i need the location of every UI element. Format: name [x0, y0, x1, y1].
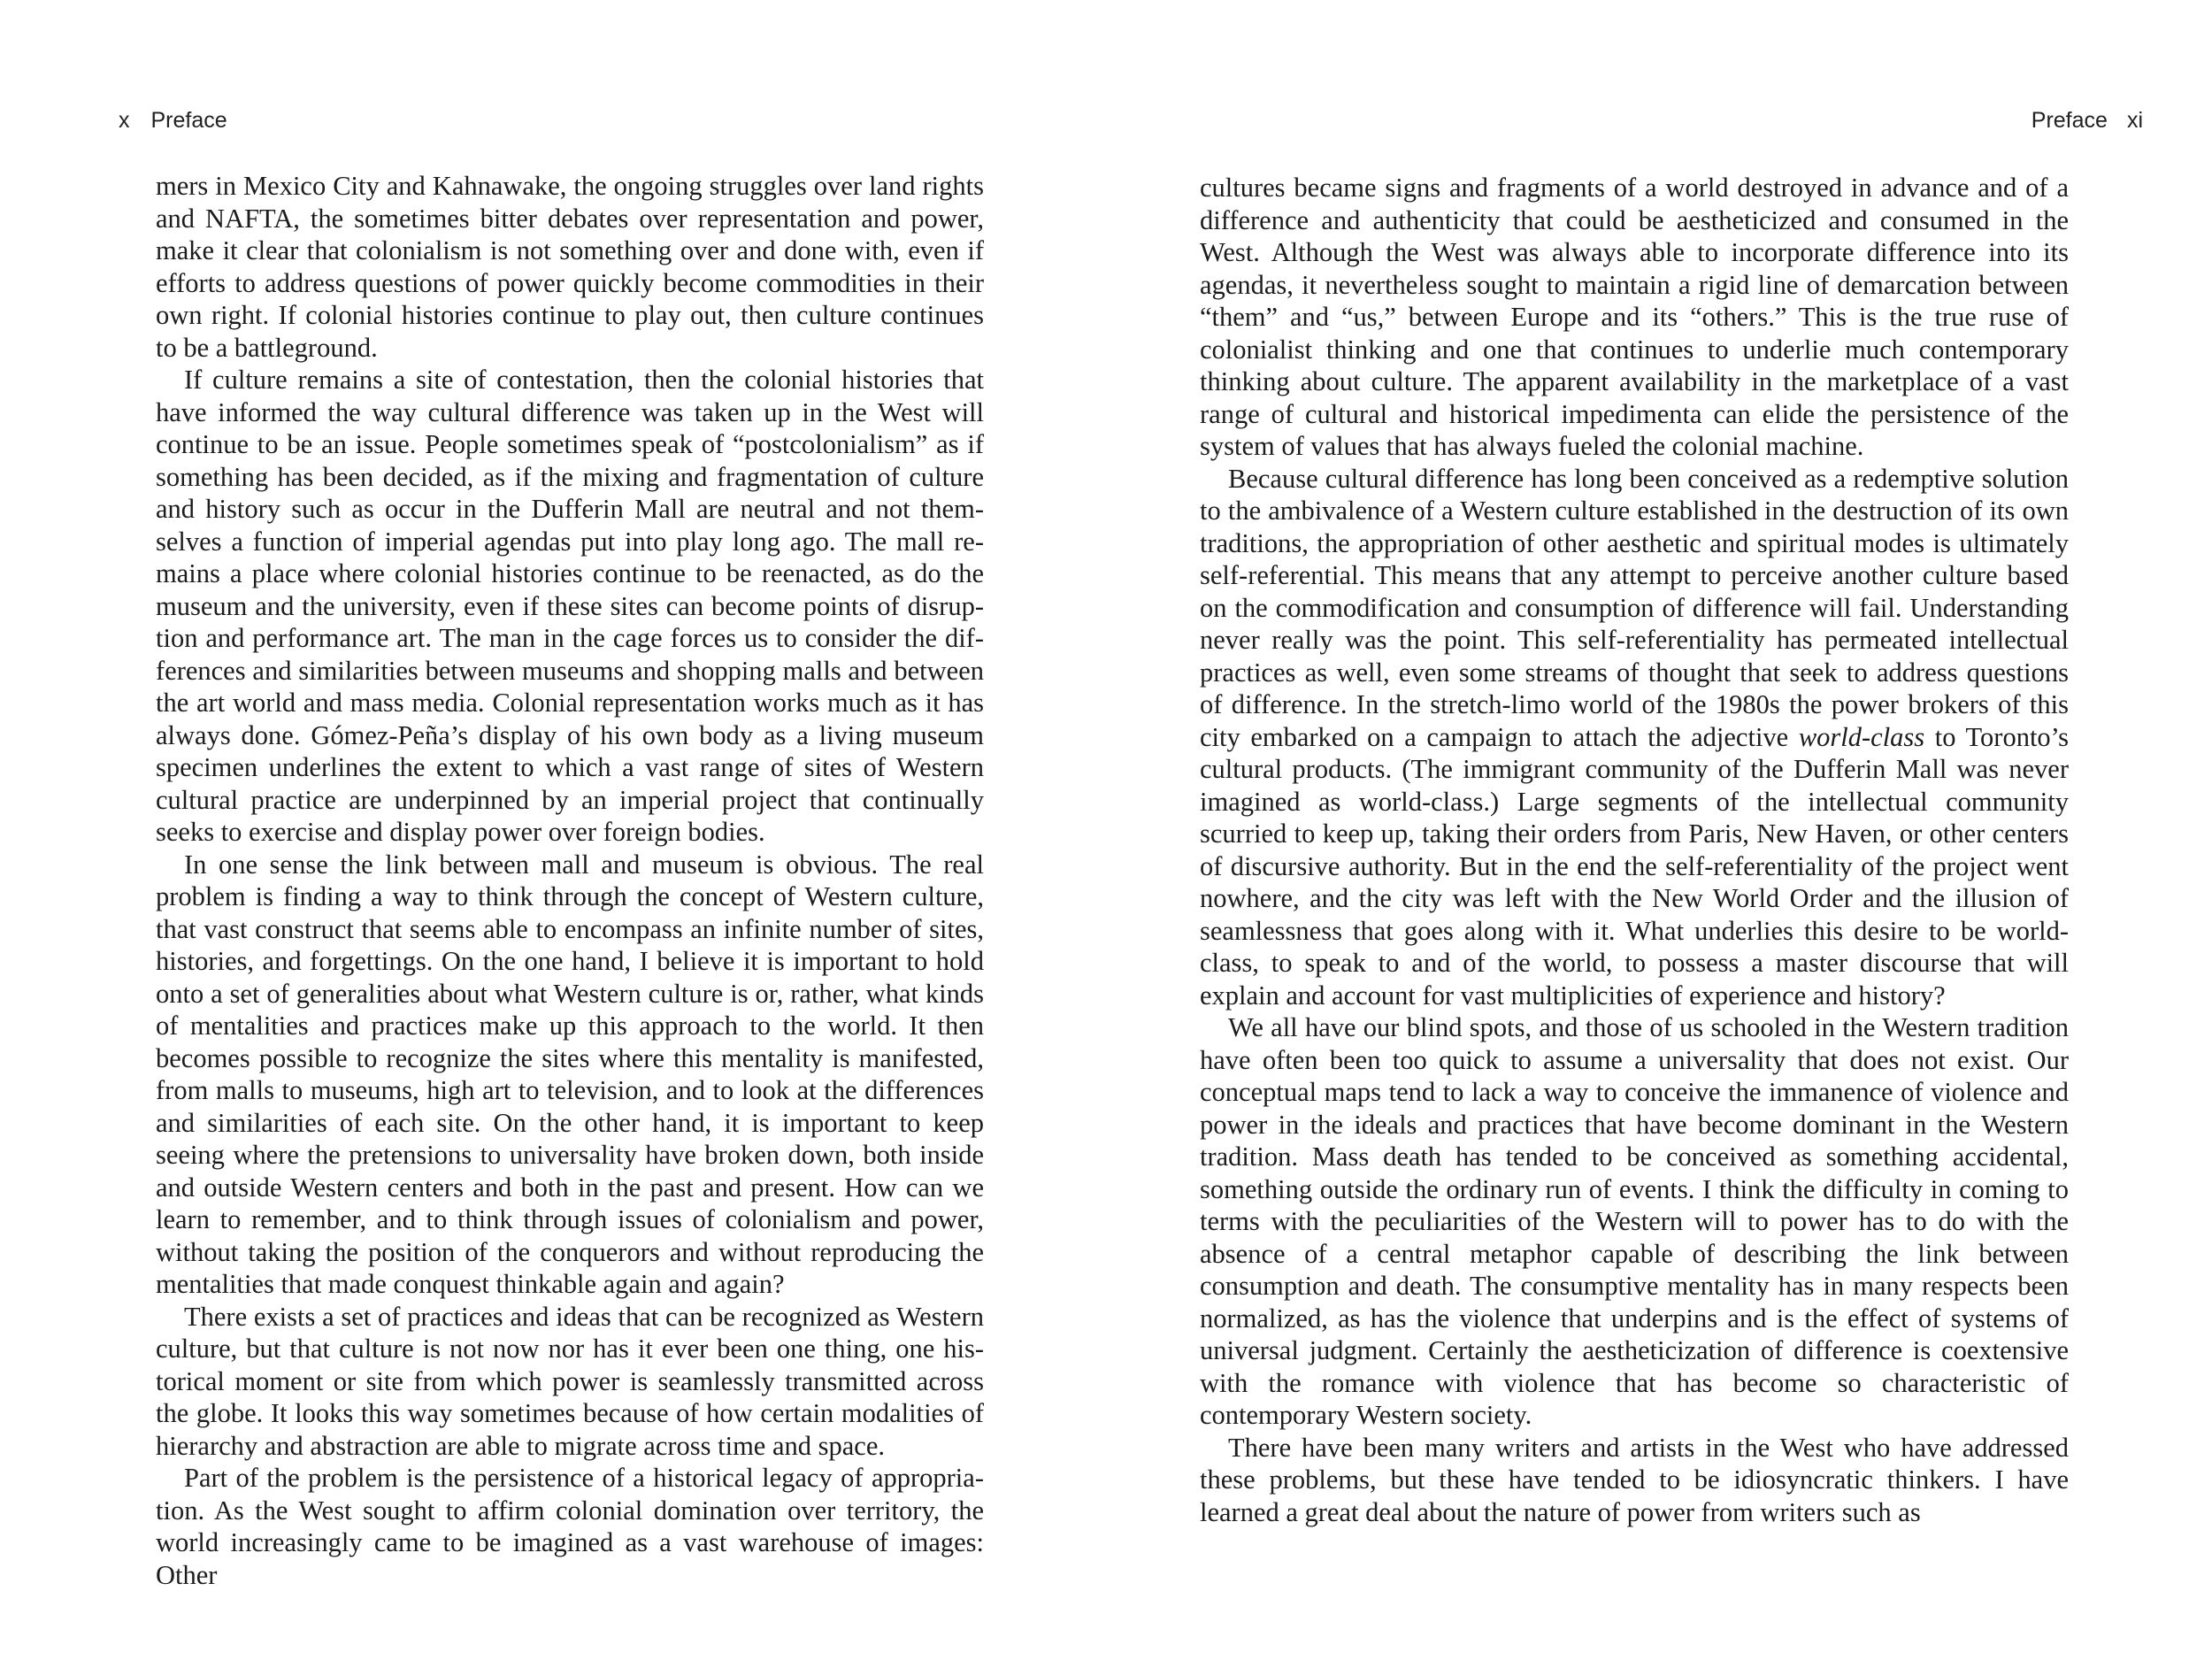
right-running-head — [2032, 108, 2143, 134]
right-body-text — [1200, 172, 2069, 1528]
paragraph: There have been many writers and artists in the West who have addressed these problems, but these have tended to be idiosyncratic thinkers. I have learned a great deal about the nature of power from writers such as — [1200, 1432, 2069, 1527]
right-page — [1106, 0, 2212, 1668]
paragraph: If culture remains a site of contestation, then the colonial histories that have informed the way cultural difference was taken up in the West will continue to be an issue. People sometimes speak of “postcolonialism” as if something has been decided, as if the mixing and fragmentation of culture and history such as occur in the Dufferin Mall are neutral and not themselves a function of imperial agendas put into play long ago. The mall remains a place where colonial histories continue to be reenacted, as do the museum and the university, even if these sites can become points of disruption and performance art. The man in the cage forces us to consider the differences and similarities between museums and shopping malls and between the art world and mass media. Colonial representation works much as it has always done. Gómez-Peña’s display of his own body as a living museum specimen underlines the extent to which a vast range of sites of Western cultural practice are underpinned by an imperial project that continually seeks to exercise and display power over foreign bodies. — [156, 365, 984, 847]
right-running-title: Preface — [2031, 108, 2108, 133]
left-running-head — [119, 108, 227, 134]
paragraph: cultures became signs and fragments of a world destroyed in advance and of a difference and authenticity that could be aestheticized and consumed in the West. Although the West was always able to incorporate difference into its agendas, it nevertheless sought to maintain a rigid line of demarcation between “them” and “us,” between Europe and its “others.” This is the true ruse of colonialist thinking and one that continues to underlie much contemporary thinking about culture. The apparent availability in the marketplace of a vast range of cultural and historical impedimenta can elide the persistence of the system of values that has always fueled the colonial machine. — [1200, 173, 2069, 461]
left-folio: x — [119, 108, 130, 133]
paragraph: We all have our blind spots, and those of us schooled in the Western tradition have often been too quick to assume a universality that does not exist. Our conceptual maps tend to lack a way to conceive the immanence of violence and power in the ideals and practices that have become dominant in the Western tradition. Mass death has tended to be conceived as something accidental, something outside the ordinary run of events. I think the difficulty in coming to terms with the peculiarities of the Western will to power has to do with the absence of a central metaphor capable of describing the link between consumption and death. The consumptive mentality has in many respects been normalized, as has the violence that underpins and is the effect of systems of universal judgment. Certainly the aestheticization of difference is coextensive with the romance with violence that has become so characteristic of contemporary Western society. — [1200, 1012, 2069, 1430]
right-folio: xi — [2126, 108, 2143, 133]
paragraph: mers in Mexico City and Kahnawake, the ongoing struggles over land rights and NAFTA, the sometimes bitter debates over representation and power, make it clear that colonialism is not something over and done with, even if efforts to address questions of power quickly become commodities in their own right. If colonial histories continue to play out, then culture continues to be a battleground. — [156, 171, 984, 363]
paragraph-segment: to Toronto’s cultural products. (The immigrant community of the Dufferin Mall was never imagined as world-class.) Large segments of the intellectual community scurried to keep up, taking their orders from Paris, New Haven, or other centers of discursive authority. But in the end the self-referentiality of the project went nowhere, and the city was left with the New World Order and the illusion of seamlessness that goes along with it. What underlies this desire to be world-class, to speak to and of the world, to possess a master discourse that will explain and account for vast multiplicities of experience and history? — [1200, 721, 2070, 1011]
italic-term: world-class — [1798, 721, 1925, 752]
paragraph: Part of the problem is the persistence of a historical legacy of appropriation. As the West sought to affirm colonial domination over territory, the world increasingly came to be imagined as a vast warehouse of images: Other — [156, 1463, 984, 1590]
paragraph: In one sense the link between mall and museum is obvious. The real problem is finding a way to think through the concept of Western culture, that vast construct that seems able to encompass an infinite number of sites, histories, and forgettings. On the one hand, I believe it is important to hold onto a set of generalities about what Western culture is or, rather, what kinds of mentalities and practices make up this approach to the world. It then becomes possible to recognize the sites where this mentality is manifested, from malls to museums, high art to television, and to look at the differences and similarities of each site. On the other hand, it is important to keep seeing where the pretensions to universality have broken down, both inside and outside Western centers and both in the past and present. How can we learn to remember, and to think through issues of colonialism and power, without taking the position of the conquerors and without reproducing the mentalities that made conquest thinkable again and again? — [156, 849, 984, 1299]
left-running-title: Preface — [150, 108, 227, 133]
paragraph — [1200, 463, 2069, 1012]
paragraph: There exists a set of practices and ideas that can be recognized as Western culture, but that culture is not now nor has it ever been one thing, one historical moment or site from which power is seamlessly transmitted across the globe. It looks this way sometimes because of how certain modalities of hierarchy and abstraction are able to migrate across time and space. — [156, 1301, 984, 1461]
left-body-text — [156, 170, 984, 1591]
paragraph-segment: Because cultural difference has long been conceived as a redemptive solution to the ambivalence of a Western culture established in the destruction of its own traditions, the appropriation of other aesthetic and spiritual modes is ultimately self-referential. This means that any attempt to perceive another culture based on the commodification and consumption of difference will fail. Understanding never really was the point. This self-referentiality has permeated intellectual practices as well, even some streams of thought that seek to address questions of difference. In the stretch-limo world of the 1980s the power brokers of this city embarked on a campaign to attach the adjective — [1200, 463, 2069, 752]
